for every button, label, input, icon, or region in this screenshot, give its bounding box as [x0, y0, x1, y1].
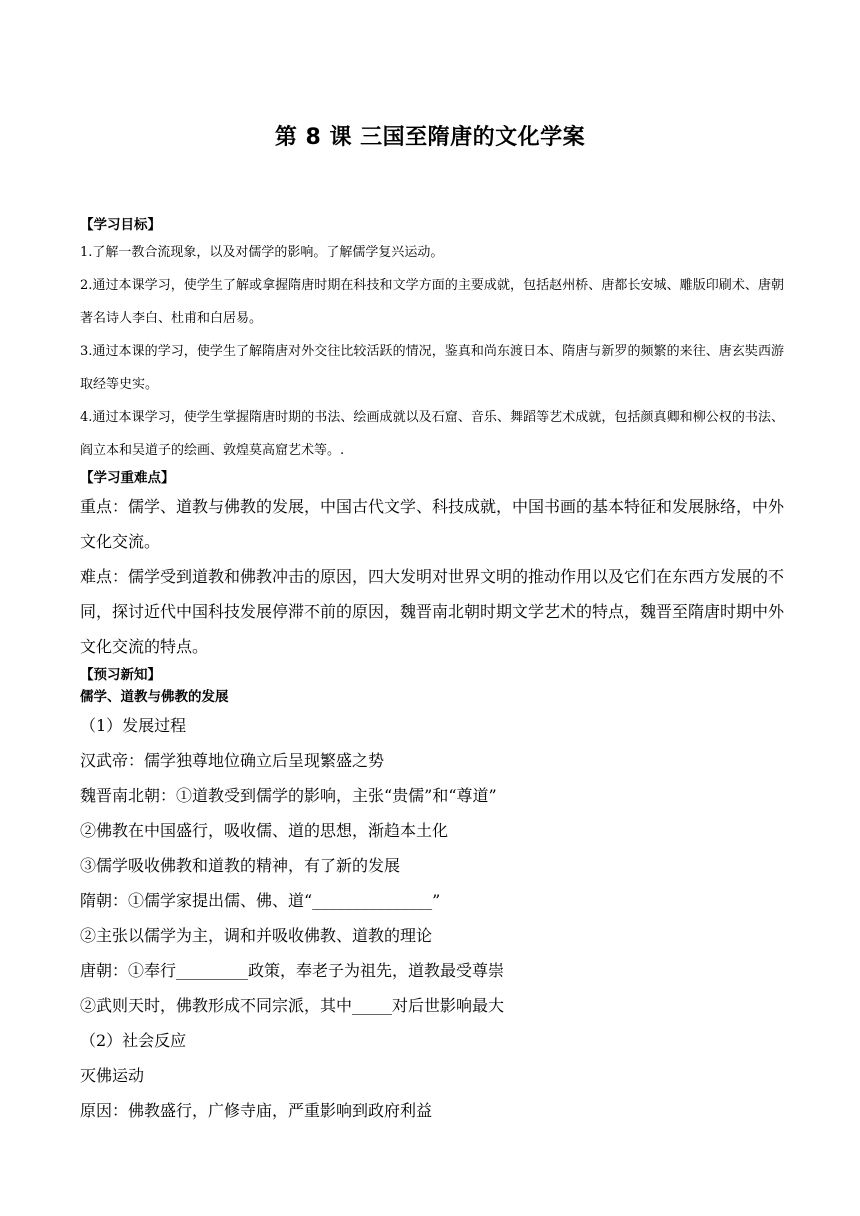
difficult-point-text: 难点：儒学受到道教和佛教冲击的原因，四大发明对世界文明的推动作用以及它们在东西方发展的不同，探讨近代中国科技发展停滞不前的原因，魏晋南北朝时期文学艺术的特点，魏晋至隋唐时期中外文化交流的特点。: [80, 567, 785, 656]
preview-subheading: 儒学、道教与佛教的发展: [80, 689, 229, 705]
preview-line: ②佛教在中国盛行，吸收儒、道的思想，渐趋本土化: [80, 821, 449, 840]
key-point-text: 重点：儒学、道教与佛教的发展，中国古代文学、科技成就，中国书画的基本特征和发展脉络，中外文化交流。: [80, 497, 785, 551]
preview-line: ②武则天时，佛教形成不同宗派，其中_____对后世影响最大: [80, 996, 505, 1015]
preview-line: （1）发展过程: [80, 716, 187, 735]
preview-line: ③儒学吸收佛教和道教的精神，有了新的发展: [80, 856, 401, 875]
page-title: 第 8 课 三国至隋唐的文化学案: [274, 125, 586, 150]
preview-line: 灭佛运动: [80, 1066, 145, 1085]
objective-item-1: 1.了解一教合流现象，以及对儒学的影响。了解儒学复兴运动。: [80, 245, 444, 260]
preview-line: 隋朝：①儒学家提出儒、佛、道“_______________”: [80, 891, 441, 910]
objective-item-4: 4.通过本课学习，使学生掌握隋唐时期的书法、绘画成就以及石窟、音乐、舞蹈等艺术成就，包括颜真卿和柳公权的书法、阎立本和吴道子的绘画、敦煌莫高窟艺术等。.: [80, 410, 784, 458]
preview-line: （2）社会反应: [80, 1031, 187, 1050]
preview-line: 唐朝：①奉行_________政策，奉老子为祖先，道教最受尊崇: [80, 961, 505, 980]
preview-line: 魏晋南北朝：①道教受到儒学的影响，主张“贵儒”和“尊道”: [80, 786, 497, 805]
preview-line: 原因：佛教盛行，广修寺庙，严重影响到政府利益: [80, 1101, 433, 1120]
preview-heading: 【预习新知】: [80, 667, 161, 683]
objectives-heading: 【学习目标】: [80, 217, 161, 233]
objective-item-3: 3.通过本课的学习，使学生了解隋唐对外交往比较活跃的情况，鉴真和尚东渡日本、隋唐与新罗的频繁的来往、唐玄奘西游取经等史实。: [80, 344, 784, 392]
document-body: [80, 214, 784, 1128]
preview-line: ②主张以儒学为主，调和并吸收佛教、道教的理论: [80, 926, 433, 945]
key-points-heading: 【学习重难点】: [80, 470, 175, 486]
objective-item-2: 2.通过本课学习，使学生了解或拿握隋唐时期在科技和文学方面的主要成就，包括赵州桥、唐都长安城、雕版印刷术、唐朝著名诗人李白、杜甫和白居易。: [80, 278, 784, 326]
preview-line: 汉武帝：儒学独尊地位确立后呈现繁盛之势: [80, 751, 385, 770]
